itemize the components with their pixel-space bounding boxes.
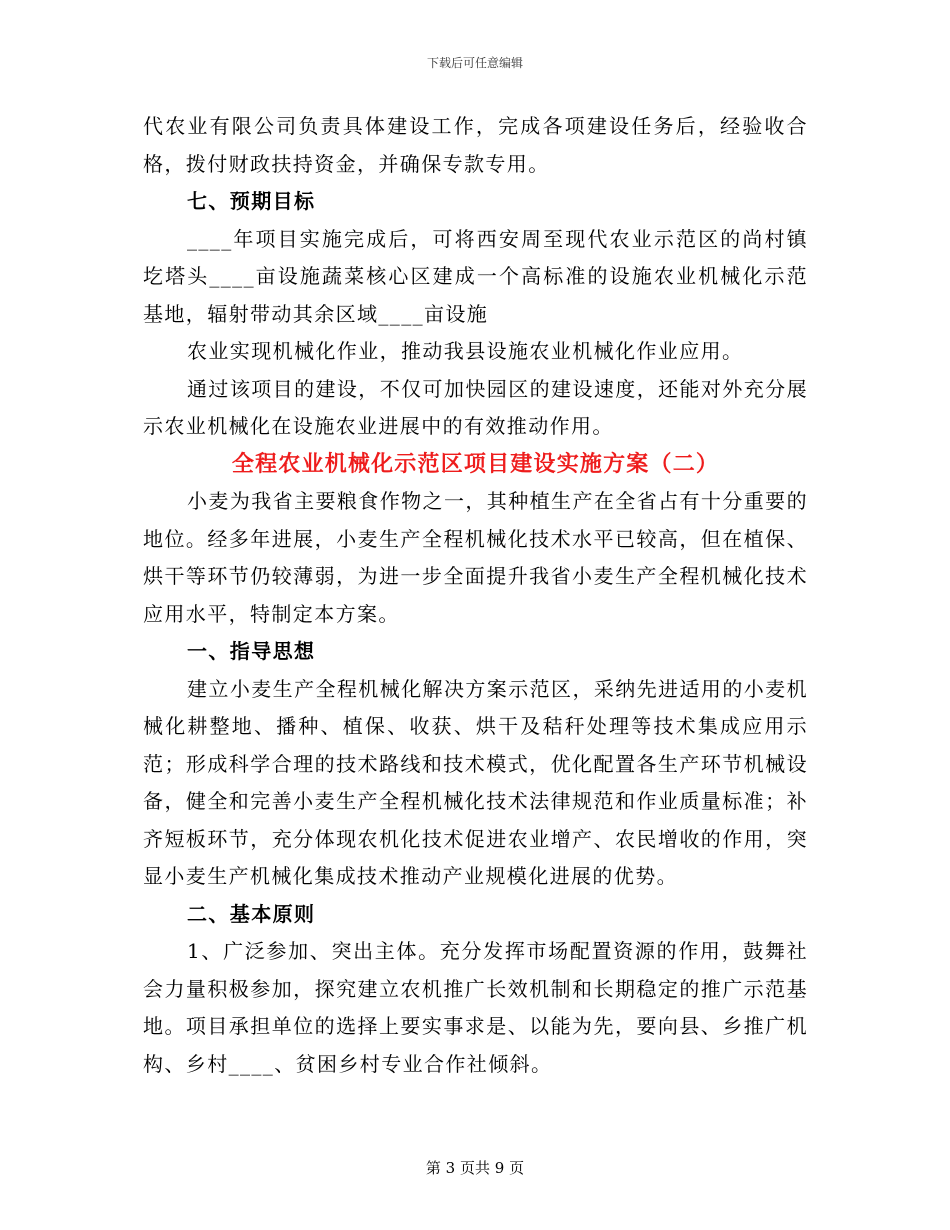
- paragraph: 通过该项目的建设，不仅可加快园区的建设速度，还能对外充分展示农业机械化在设施农业进展中的有效推动作用。: [143, 376, 808, 438]
- paragraph-continuation: 代农业有限公司负责具体建设工作，完成各项建设任务后，经验收合格，拨付财政扶持资金，并确保专款专用。: [143, 114, 808, 176]
- page-header: 下载后可任意编辑: [426, 56, 523, 70]
- paragraph: 建立小麦生产全程机械化解决方案示范区，采纳先进适用的小麦机械化耕整地、播种、植保、收获、烘干及秸秆处理等技术集成应用示范；形成科学合理的技术路线和技术模式，优化配置各生产环节机械设备，健全和完善小麦生产全程机械化技术法律规范和作业质量标准；补齐短板环节，充分体现农机化技术促进农业增产、农民增收的作用，突显小麦生产机械化集成技术推动产业规模化进展的优势。: [143, 676, 808, 888]
- document-title: 全程农业机械化示范区项目建设实施方案（二）: [231, 450, 720, 477]
- section-heading-1: 一、指导思想: [187, 639, 316, 663]
- section-heading-2: 二、基本原则: [187, 901, 316, 926]
- paragraph: 1、广泛参加、突出主体。充分发挥市场配置资源的作用，鼓舞社会力量积极参加，探究建立农机推广长效机制和长期稳定的推广示范基地。项目承担单位的选择上要实事求是、以能为先，要向县、乡推广机构、乡村____、贫困乡村专业合作社倾斜。: [143, 939, 808, 1076]
- paragraph: 小麦为我省主要粮食作物之一，其种植生产在全省占有十分重要的地位。经多年进展，小麦生产全程机械化技术水平已较高，但在植保、烘干等环节仍较薄弱，为进一步全面提升我省小麦生产全程机械化技术应用水平，特制定本方案。: [143, 489, 808, 626]
- paragraph: ____年项目实施完成后，可将西安周至现代农业示范区的尚村镇圪塔头____亩设施蔬菜核心区建成一个高标准的设施农业机械化示范基地，辐射带动其余区域____亩设施: [143, 226, 808, 326]
- document-body: [143, 108, 808, 1083]
- section-heading-7: 七、预期目标: [187, 189, 316, 213]
- paragraph: 农业实现机械化作业，推动我县设施农业机械化作业应用。: [187, 339, 744, 363]
- page-footer: 第 3 页共 9 页: [425, 1159, 525, 1177]
